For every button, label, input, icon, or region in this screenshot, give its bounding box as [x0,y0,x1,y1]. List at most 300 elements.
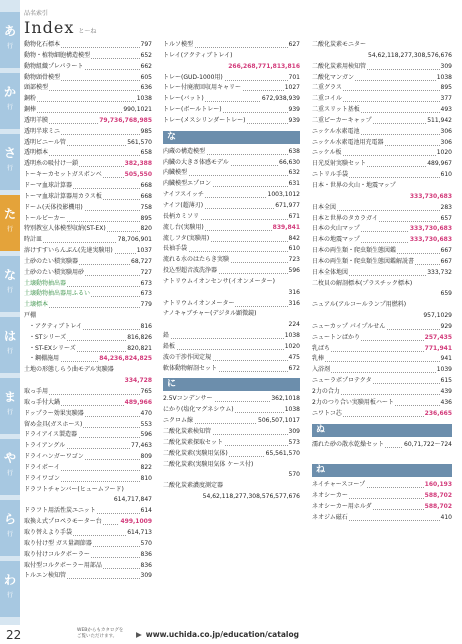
entry-label: 二重コイル [312,94,343,105]
index-entry[interactable] [163,416,300,427]
entry-page-number: 658 [140,148,152,159]
index-entry[interactable] [24,528,152,539]
entry-page-number: 410 [440,513,452,524]
entry-continued-pages: 334,728 [124,377,152,385]
tab-kana-label: ま [3,390,16,404]
entry-continued-pages: 957,1029 [423,312,452,320]
entry-page-number: 309 [288,427,300,438]
index-entry[interactable] [163,277,300,288]
entry-page-number: 1020 [284,342,300,353]
index-entry[interactable] [312,116,452,127]
index-entry[interactable] [163,158,300,169]
entry-label: 二酸化炭素モニター [312,40,367,51]
entry-label: ニューカップ パイプルせん [312,322,386,333]
index-entry[interactable] [312,94,452,105]
entry-label: にかり(塩化マグネシウム) [163,405,235,416]
tab-kana-9[interactable] [0,561,20,617]
entry-label: 取付型コルクボーラー用部品 [24,561,103,572]
entry-page-number: 610 [440,170,452,181]
tab-kana-label: わ [3,573,16,587]
index-entry[interactable] [24,485,152,496]
entry-label: 取っ手用 [24,387,49,398]
entry-label: 透明半球ミニ [24,127,61,138]
index-entry[interactable] [24,474,152,485]
index-entry[interactable] [312,409,452,420]
tab-gyo-label: 行 [6,43,13,50]
index-entry[interactable] [312,300,452,311]
index-entry[interactable] [312,354,452,365]
entry-label: 二酸化炭素検知管 [163,427,212,438]
index-entry[interactable] [24,257,152,268]
entry-page-number: 1027 [284,83,300,94]
entry-page-number: 333,730,683 [409,235,452,246]
index-entry[interactable] [24,159,152,170]
index-entry[interactable] [312,235,452,246]
tab-kana-3[interactable] [0,195,20,251]
entry-page-number: 723 [288,255,300,266]
index-entry[interactable] [24,463,152,474]
entry-page-number: 615 [440,376,452,387]
index-entry[interactable] [24,311,152,322]
tab-gyo-label: 行 [6,592,13,599]
entry-page-number: 68,727 [130,257,152,268]
index-entry[interactable] [163,460,300,471]
index-entry[interactable] [24,83,152,94]
entry-page-number: 614 [140,506,152,517]
entry-label: 特別教室人体模型収納(ST-EX) [24,224,107,235]
index-entry[interactable] [163,427,300,438]
entry-label: トレー(ボールトレー) [163,105,223,116]
index-entry[interactable] [312,73,452,84]
tab-kana-label: な [3,268,16,282]
entry-label: ドライボーイ [24,463,61,474]
entry-label: 日本の火山マップ [312,224,361,235]
entry-page-number: 667 [440,246,452,257]
entry-label: ・STシリーズ [24,333,67,344]
tab-kana-1[interactable] [0,73,20,129]
entry-continued-pages: 54,62,118,277,308,576,577,676 [202,493,300,501]
index-entry[interactable] [24,203,152,214]
leader-dots [163,338,300,339]
entry-page-number: 570 [140,539,152,550]
entry-page-number: 1003,1012 [267,190,300,201]
entry-continued-pages: 224 [288,321,300,329]
index-entry[interactable] [24,62,152,73]
leader-dots [24,101,152,102]
leader-dots [163,349,300,350]
index-entry[interactable] [24,441,152,452]
entry-label: 2力の合力 [312,387,341,398]
entry-page-number: 588,702 [424,491,452,502]
index-entry[interactable] [312,376,452,387]
entry-page-number: 836 [140,561,152,572]
entry-label: 取り付けコルクボーラー [24,550,91,561]
entry-label: ネオジム磁石 [312,513,349,524]
index-entry[interactable] [24,289,152,300]
tab-kana-6[interactable] [0,378,20,434]
index-entry[interactable] [163,449,300,460]
entry-label: 土砂のたい積実験用砂 [24,268,85,279]
index-entry[interactable] [312,203,452,214]
entry-page-number: 588,702 [424,502,452,513]
entry-label: 土砂のたい積実験器 [24,257,79,268]
entry-label: 乳ばち [312,344,331,355]
entry-page-number: 1039 [436,365,452,376]
entry-page-number: 333,732 [426,268,452,279]
entry-page-number: 816 [140,322,152,333]
index-entry[interactable] [24,387,152,398]
tab-gyo-label: 行 [6,409,13,416]
index-entry[interactable] [24,235,152,246]
entry-label: ナノキャブチャー(デジタル顕微鏡) [163,309,257,320]
entry-page-number: 362,1018 [270,394,300,405]
index-entry[interactable] [24,51,152,62]
entry-label: ドラフトチャンバー(ヒュームフード) [24,485,125,496]
index-entry[interactable] [312,148,452,159]
entry-page-number: 673 [140,289,152,300]
entry-label: 二重スリット基板 [312,105,361,116]
index-entry[interactable] [24,561,152,572]
entry-page-number: 839,841 [272,223,300,234]
entry-continued-pages: 614,717,847 [113,496,152,504]
index-entry[interactable] [312,440,452,451]
entry-page-number: 939 [288,116,300,127]
index-entry[interactable] [312,513,452,524]
entry-label: 長袖手袋 [163,244,188,255]
index-entry[interactable] [24,452,152,463]
kana-index-sidebar [0,0,20,625]
entry-label: ニトリル手袋 [312,170,349,181]
index-entry[interactable] [24,322,152,333]
index-entry[interactable] [312,214,452,225]
index-entry[interactable] [312,387,452,398]
index-entry[interactable] [163,116,300,127]
entry-page-number: 941 [440,354,452,365]
index-entry[interactable] [312,62,452,73]
catalog-url-link[interactable] [136,630,299,639]
index-entry[interactable] [163,83,300,94]
index-entry[interactable] [163,438,300,449]
entry-label: 戸棚 [24,311,37,322]
page-footer [0,625,462,644]
index-entry[interactable] [24,365,152,376]
index-entry[interactable] [312,502,452,513]
entry-label: ニュートンばかり [312,333,361,344]
index-entry[interactable] [24,148,152,159]
entry-label: 土壌動物抽出器 [24,279,67,290]
index-entry[interactable] [312,398,452,409]
tab-kana-label: さ [3,146,16,160]
index-column-2 [163,40,300,503]
index-entry[interactable] [24,571,152,582]
index-entry[interactable] [163,481,300,492]
index-entry[interactable] [24,246,152,257]
tab-kana-label: か [3,85,16,99]
tab-kana-8[interactable] [0,500,20,556]
entry-page-number: 506,507,1017 [257,416,300,427]
entry-page-number: 779 [140,300,152,311]
entry-label: 二酸化炭素濃度測定器 [163,481,224,492]
index-subtitle: 品名索引 [24,10,49,17]
index-entry[interactable] [24,409,152,420]
tab-kana-label: や [3,451,16,465]
entry-page-number: 1038 [136,94,152,105]
entry-label: ・アクティブトレイ [24,322,83,333]
entry-label: ネオシーカー [312,491,349,502]
entry-continued-pages: 54,62,118,277,308,576,676 [368,51,452,59]
entry-page-number: 236,665 [424,409,452,420]
entry-page-number: 668 [140,181,152,192]
tab-kana-label: ら [3,512,16,526]
entry-label: 二重グラス [312,83,343,94]
entry-label: 日本全体地図 [312,268,349,279]
entry-page-number: 377 [440,94,452,105]
entry-page-number: 614,713 [126,528,152,539]
entry-page-number: 511,942 [426,116,452,127]
entry-label: 内臓模型エプロン [163,179,212,190]
index-entry[interactable] [24,300,152,311]
entry-page-number: 652 [140,51,152,62]
entry-page-number: 160,193 [424,480,452,491]
entry-label: ドライアイス製造器 [24,430,78,441]
entry-label: 二重ピーカーキャップ [312,116,373,127]
entry-page-number: 990,1021 [122,105,152,116]
tab-kana-2[interactable] [0,134,20,190]
index-entry[interactable] [163,353,300,364]
entry-continued-pages: 570 [288,471,300,479]
entry-label: ニュアル(アルコールランプ用燃料) [312,300,407,311]
index-entry[interactable] [24,268,152,279]
section-header: な [163,131,300,144]
index-entry[interactable] [24,181,152,192]
index-entry[interactable] [24,420,152,431]
index-entry[interactable] [312,170,452,181]
entry-page-number: 475 [288,353,300,364]
index-entry[interactable] [24,170,152,181]
tab-kana-5[interactable] [0,317,20,373]
index-entry[interactable] [24,398,152,409]
entry-page-number: 79,736,768,985 [98,116,152,127]
index-entry[interactable] [163,266,300,277]
index-entry[interactable] [312,181,452,192]
entry-label: 流し台(実験用) [163,223,205,234]
index-entry[interactable] [24,73,152,84]
index-entry[interactable] [163,190,300,201]
index-entry[interactable] [163,105,300,116]
index-entry[interactable] [24,224,152,235]
index-entry[interactable] [312,365,452,376]
entry-page-number: 505,550 [124,170,152,181]
index-entry[interactable] [24,550,152,561]
entry-label: 頭部模型 [24,83,49,94]
index-entry[interactable] [24,214,152,225]
entry-page-number: 553 [140,420,152,431]
entry-page-number: 596 [288,266,300,277]
index-entry[interactable] [312,344,452,355]
entry-label: トーマ血球計算器用カラス板 [24,192,103,203]
entry-page-number: 1037 [136,246,152,257]
entry-page-number: 771,941 [424,344,452,355]
entry-label: 留め金具(ガスホース) [24,420,83,431]
entry-label: 透明ビニール管 [24,138,67,149]
index-entry[interactable] [312,333,452,344]
index-entry[interactable] [312,127,452,138]
index-entry[interactable] [163,73,300,84]
entry-label: ニワトコ芯 [312,409,343,420]
index-entry[interactable] [163,147,300,158]
entry-label: 日本全図 [312,203,337,214]
entry-label: ドライハンガーワゴン [24,452,85,463]
index-entry[interactable] [24,539,152,550]
entry-page-number: 66,630 [278,158,300,169]
entry-page-number: 929 [440,322,452,333]
index-entry[interactable] [163,179,300,190]
index-entry[interactable] [163,51,300,62]
index-entry[interactable] [24,344,152,355]
index-entry[interactable] [24,116,152,127]
entry-label: ニッケル水素電池 [312,127,360,138]
index-entry[interactable] [163,364,300,375]
index-entry[interactable] [312,246,452,257]
entry-page-number: 671,977 [274,201,300,212]
index-entry[interactable] [163,405,300,416]
index-entry[interactable] [163,201,300,212]
entry-page-number: 842 [288,234,300,245]
index-entry[interactable] [163,168,300,179]
entry-label: トライアングル [24,441,66,452]
entry-label: 乳棒 [312,354,325,365]
entry-page-number: 758 [140,203,152,214]
tab-kana-0[interactable] [0,12,20,68]
index-entry[interactable] [24,354,152,365]
index-entry[interactable] [312,159,452,170]
index-entry[interactable] [163,309,300,320]
index-entry[interactable] [24,192,152,203]
entry-continued-pages: 316 [288,288,300,296]
index-entry[interactable] [312,480,452,491]
entry-page-number: 309 [140,571,152,582]
index-entry[interactable] [163,212,300,223]
entry-page-number: 333,730,683 [409,224,452,235]
entry-page-number: 1038 [284,405,300,416]
index-entry[interactable] [163,94,300,105]
entry-label: 鉛 [163,331,170,342]
index-entry[interactable] [312,491,452,502]
index-entry[interactable] [312,322,452,333]
entry-page-number: 605 [140,73,152,84]
entry-label: ドーム(天体投影機用) [24,203,84,214]
entry-label: トレー(GUD-1000用) [163,73,224,84]
index-kana-range: と〜ね [78,28,97,35]
entry-page-number: 657 [440,214,452,225]
entry-page-number: 306 [440,138,452,149]
entry-page-number: 939 [288,105,300,116]
index-entry[interactable] [24,105,152,116]
tab-kana-label: あ [3,24,16,38]
index-entry[interactable] [312,105,452,116]
index-entry[interactable] [312,257,452,268]
entry-label: 二酸化炭素(実験用気体 ケース付) [163,460,254,471]
entry-label: ドラフト用活性炭ユニット [24,506,97,517]
entry-label: ネオシーカー用ホルダ [312,502,373,513]
index-entry[interactable] [312,138,452,149]
entry-label: 二酸化マンガン [312,73,355,84]
index-entry[interactable] [312,279,452,290]
index-entry[interactable] [163,223,300,234]
tab-kana-4[interactable] [0,256,20,312]
entry-label: 時計皿 [24,235,43,246]
index-entry[interactable] [24,506,152,517]
entry-page-number: 638 [288,147,300,158]
entry-page-number: 65,561,570 [265,449,300,460]
index-title [24,18,96,37]
index-entry[interactable] [163,299,300,310]
index-entry[interactable] [24,430,152,441]
entry-page-number: 671 [288,212,300,223]
entry-page-number: 797 [140,40,152,51]
index-entry[interactable] [312,268,452,279]
index-entry[interactable] [163,234,300,245]
entry-page-number: 895 [140,214,152,225]
entry-label: 濡れた砂の散水乾燥セット [312,440,385,451]
entry-label: 土壌動物抽出器用ふるい [24,289,91,300]
index-entry[interactable] [312,83,452,94]
entry-page-number: 489,967 [426,159,452,170]
index-entry[interactable] [24,127,152,138]
index-entry[interactable] [163,40,300,51]
entry-page-number: 436 [440,398,452,409]
entry-label: 銅粉 [24,94,37,105]
index-entry[interactable] [163,244,300,255]
entry-page-number: 596 [140,430,152,441]
index-entry[interactable] [163,331,300,342]
index-entry[interactable] [163,394,300,405]
entry-page-number: 627 [288,40,300,51]
entry-label: 日本の両生類・爬虫類生態図鑑 [312,246,397,257]
tab-kana-7[interactable] [0,439,20,495]
index-entry[interactable] [163,255,300,266]
entry-page-number: 632 [288,168,300,179]
tab-gyo-label: 行 [6,287,13,294]
index-column-1 [24,40,152,582]
entry-page-number: 765 [140,387,152,398]
entry-page-number: 667 [440,257,452,268]
index-entry[interactable] [24,279,152,290]
index-entry[interactable] [163,342,300,353]
index-entry[interactable] [24,333,152,344]
entry-label: ドライワゴン [24,474,61,485]
entry-label: 投込型超音波洗浄器 [163,266,218,277]
entry-label: 内臓模型 [163,168,188,179]
index-entry[interactable] [24,138,152,149]
entry-page-number: 60,71,722〜724 [403,440,452,451]
index-entry[interactable] [24,40,152,51]
index-entry[interactable] [24,517,152,528]
entry-page-number: 672,938,939 [261,94,300,105]
entry-label: ニッケル板 [312,148,342,159]
entry-label: 土地の形態しらう曲モデル実験器 [24,365,115,376]
entry-page-number: 985 [140,127,152,138]
entry-page-number: 309 [440,62,452,73]
entry-label: 透明糸の吸付け一鎖 [24,159,79,170]
entry-page-number: 610 [288,244,300,255]
index-entry[interactable] [312,40,452,51]
entry-page-number: 673 [140,279,152,290]
entry-page-number: 78,706,901 [117,235,152,246]
index-entry[interactable] [312,224,452,235]
entry-label: 軟体動物解剖セット [163,364,218,375]
index-entry[interactable] [24,94,152,105]
